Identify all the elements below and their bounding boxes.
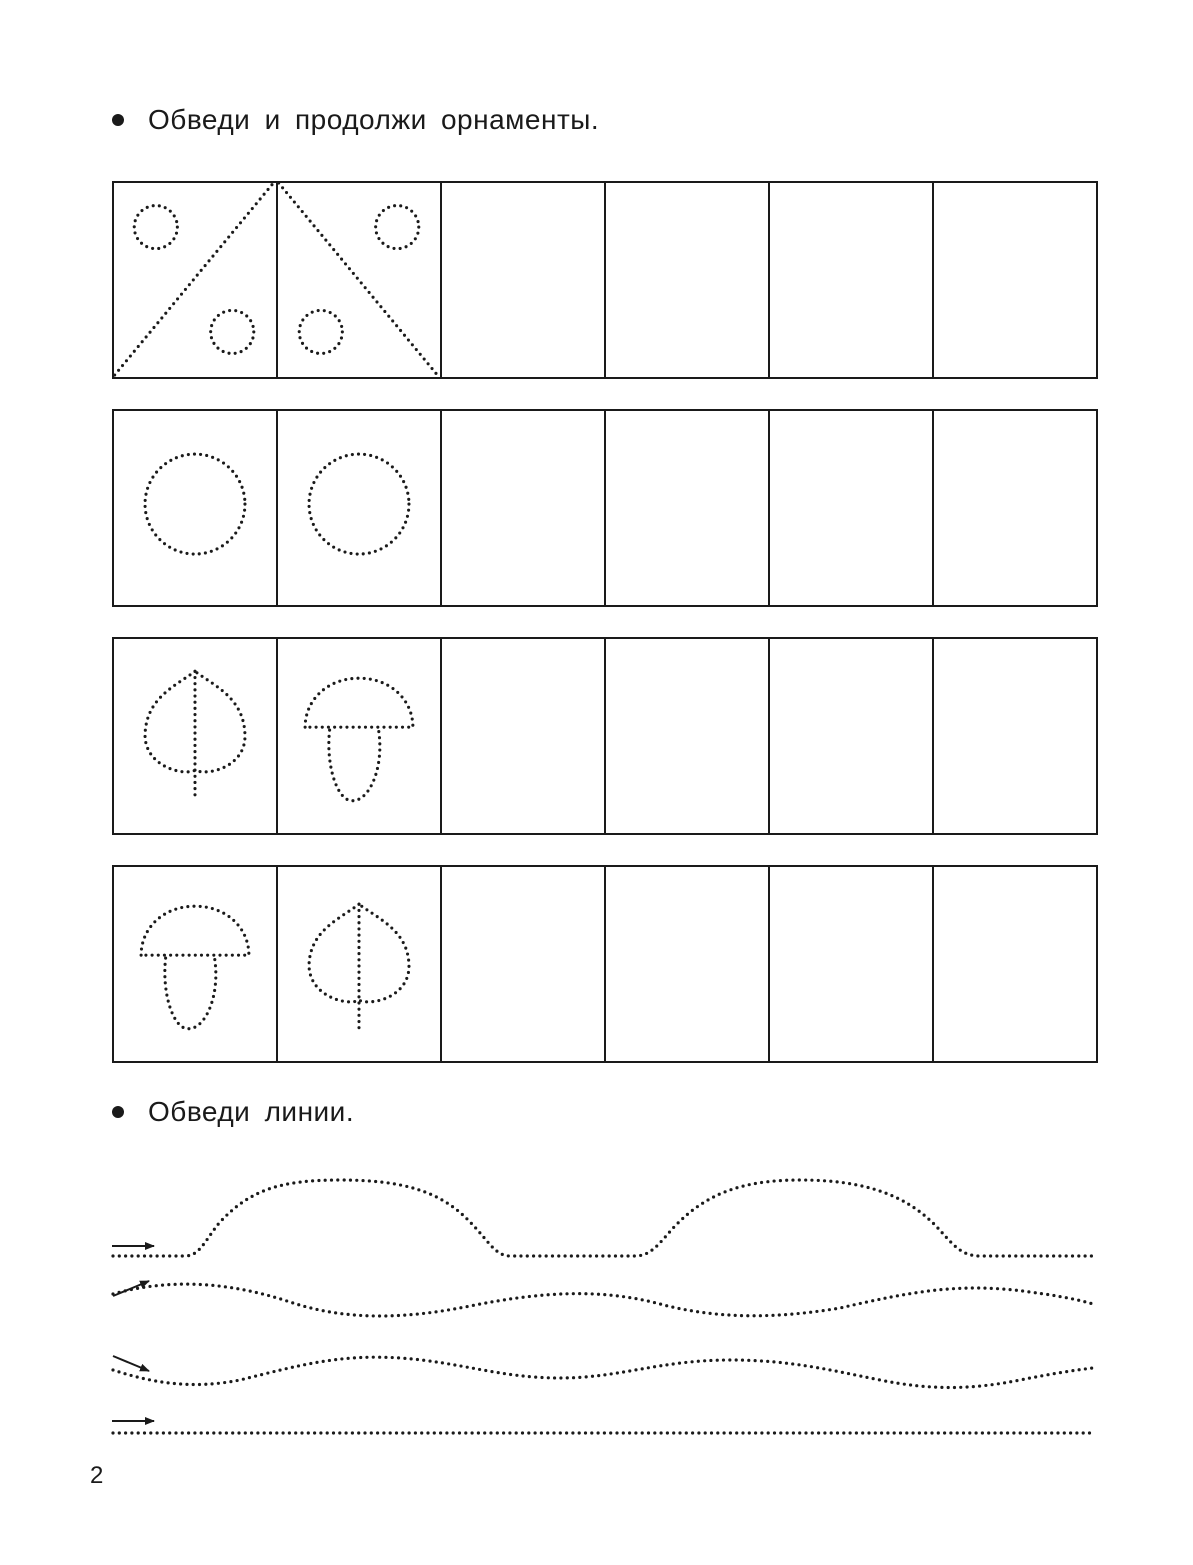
instruction-lines bbox=[112, 1096, 354, 1128]
pattern-cell-triangle-left[interactable] bbox=[114, 183, 278, 377]
bullet-dot-icon bbox=[112, 1106, 124, 1118]
page-number: 2 bbox=[90, 1462, 104, 1489]
empty-cell[interactable] bbox=[606, 183, 770, 377]
arrow-right-icon bbox=[113, 1356, 149, 1371]
pattern-cell-leaf[interactable] bbox=[114, 639, 278, 833]
empty-cell[interactable] bbox=[606, 867, 770, 1061]
empty-cell[interactable] bbox=[770, 639, 934, 833]
pattern-cell-mushroom[interactable] bbox=[114, 867, 278, 1061]
pattern-cell-leaf[interactable] bbox=[278, 867, 442, 1061]
instruction-lines-text: Обведи линии. bbox=[148, 1096, 355, 1127]
empty-cell[interactable] bbox=[770, 867, 934, 1061]
instruction-ornaments-text: Обведи и продолжи орнаменты. bbox=[148, 104, 600, 135]
empty-cell[interactable] bbox=[442, 639, 606, 833]
ornament-row-3 bbox=[112, 637, 1098, 835]
empty-cell[interactable] bbox=[442, 411, 606, 605]
trace-line-hump[interactable] bbox=[113, 1180, 1093, 1256]
empty-cell[interactable] bbox=[934, 867, 1096, 1061]
pattern-cell-circle[interactable] bbox=[114, 411, 278, 605]
instruction-ornaments bbox=[112, 104, 599, 136]
pattern-cell-circle[interactable] bbox=[278, 411, 442, 605]
empty-cell[interactable] bbox=[770, 183, 934, 377]
pattern-cell-mushroom[interactable] bbox=[278, 639, 442, 833]
ornament-row-1 bbox=[112, 181, 1098, 379]
empty-cell[interactable] bbox=[606, 639, 770, 833]
ornament-row-2 bbox=[112, 409, 1098, 607]
pattern-cell-triangle-right[interactable] bbox=[278, 183, 442, 377]
trace-line-wave-1[interactable] bbox=[113, 1284, 1093, 1316]
empty-cell[interactable] bbox=[934, 411, 1096, 605]
trace-lines-area bbox=[0, 1150, 1193, 1450]
empty-cell[interactable] bbox=[770, 411, 934, 605]
ornament-row-4 bbox=[112, 865, 1098, 1063]
bullet-dot-icon bbox=[112, 114, 124, 126]
empty-cell[interactable] bbox=[442, 183, 606, 377]
empty-cell[interactable] bbox=[934, 639, 1096, 833]
empty-cell[interactable] bbox=[934, 183, 1096, 377]
trace-line-wave-2[interactable] bbox=[113, 1357, 1093, 1387]
empty-cell[interactable] bbox=[442, 867, 606, 1061]
empty-cell[interactable] bbox=[606, 411, 770, 605]
